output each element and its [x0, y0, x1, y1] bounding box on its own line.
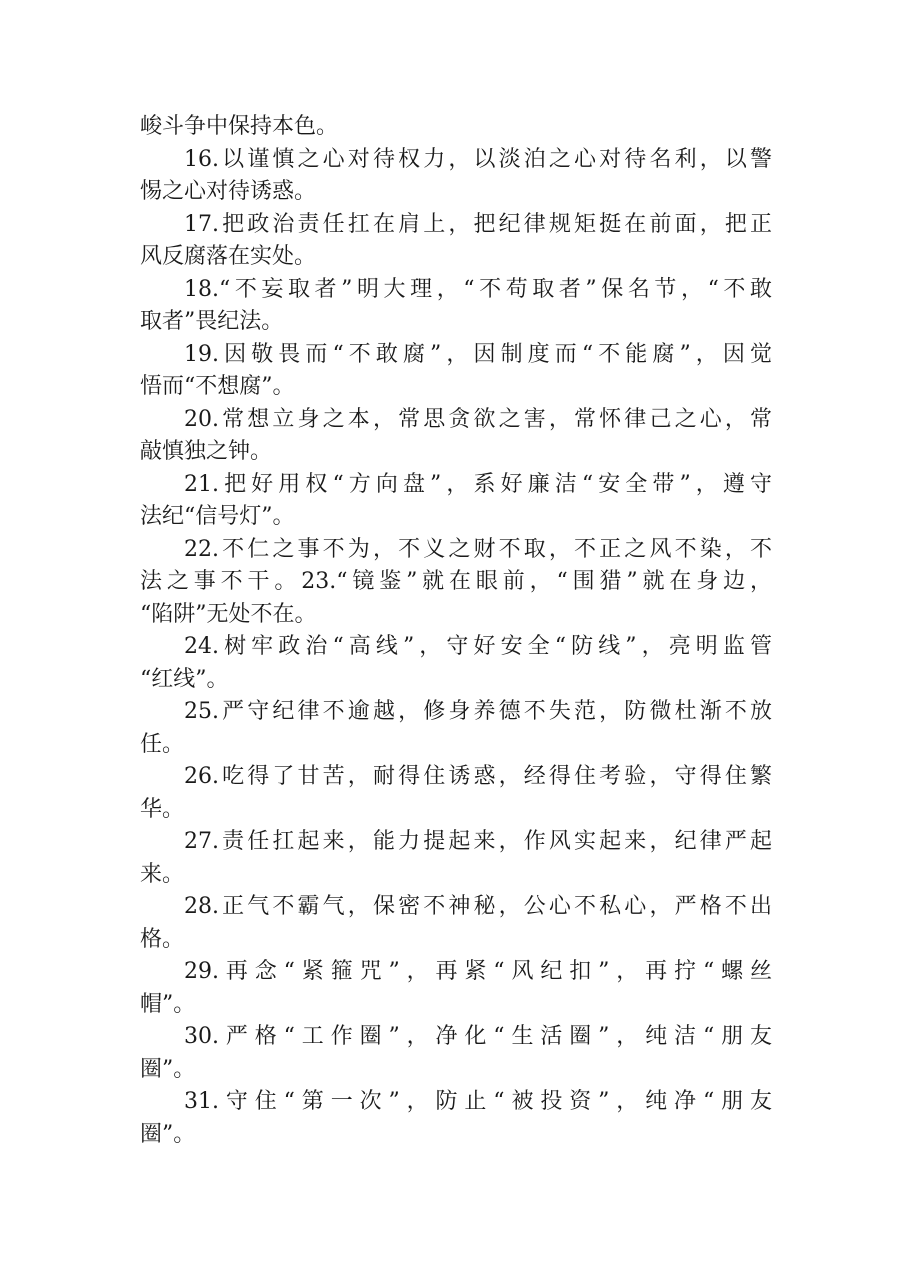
document-body: [140, 111, 772, 1151]
text-line: 30.严格“工作圈”，净化“生活圈”，纯洁“朋友: [184, 1024, 772, 1049]
text-line: 峻斗争中保持本色。: [140, 114, 339, 139]
text-line: 27.责任扛起来，能力提起来，作风实起来，纪律严起: [184, 829, 772, 854]
text-line: 18.“不妄取者”明大理，“不苟取者”保名节，“不敢: [184, 276, 772, 302]
text-line: 任。: [140, 731, 185, 757]
text-line: 帽”。: [140, 991, 196, 1017]
text-line: 28.正气不霸气，保密不神秘，公心不私心，严格不出: [184, 894, 772, 919]
text-line: 格。: [140, 926, 185, 952]
text-line: 25.严守纪律不逾越，修身养德不失范，防微杜渐不放: [184, 699, 772, 724]
text-line: 悟而“不想腐”。: [140, 374, 295, 399]
text-line: 16.以谨慎之心对待权力，以淡泊之心对待名利，以警: [184, 146, 772, 172]
text-line: 华。: [140, 796, 185, 822]
text-line: 圈”。: [140, 1121, 196, 1147]
text-line: 20.常想立身之本，常思贪欲之害，常怀律己之心，常: [184, 406, 772, 432]
text-line: 惕之心对待诱惑。: [140, 179, 317, 204]
text-line: 敲慎独之钟。: [140, 439, 273, 464]
text-line: 26.吃得了甘苦，耐得住诱惑，经得住考验，守得住繁: [184, 764, 772, 789]
text-line: 19.因敬畏而“不敢腐”，因制度而“不能腐”，因觉: [184, 341, 772, 367]
text-line: 法之事不干。23.“镜鉴”就在眼前，“围猎”就在身边，: [140, 569, 772, 594]
text-line: 圈”。: [140, 1056, 196, 1082]
text-line: 取者”畏纪法。: [140, 309, 284, 334]
text-line: 24.树牢政治“高线”，守好安全“防线”，亮明监管: [184, 634, 772, 659]
text-line: “红线”。: [140, 666, 229, 692]
text-line: 21.把好用权“方向盘”，系好廉洁“安全带”，遵守: [184, 471, 772, 497]
text-line: 22.不仁之事不为，不义之财不取，不正之风不染，不: [184, 536, 772, 562]
text-line: 17.把政治责任扛在肩上，把纪律规矩挺在前面，把正: [184, 211, 772, 237]
text-line: 29.再念“紧箍咒”，再紧“风纪扣”，再拧“螺丝: [184, 959, 772, 984]
text-line: 法纪“信号灯”。: [140, 504, 295, 529]
text-line: 31.守住“第一次”，防止“被投资”，纯净“朋友: [184, 1089, 772, 1114]
text-line: 来。: [140, 861, 185, 887]
text-line: 风反腐落在实处。: [140, 244, 317, 269]
text-line: “陷阱”无处不在。: [140, 601, 317, 627]
